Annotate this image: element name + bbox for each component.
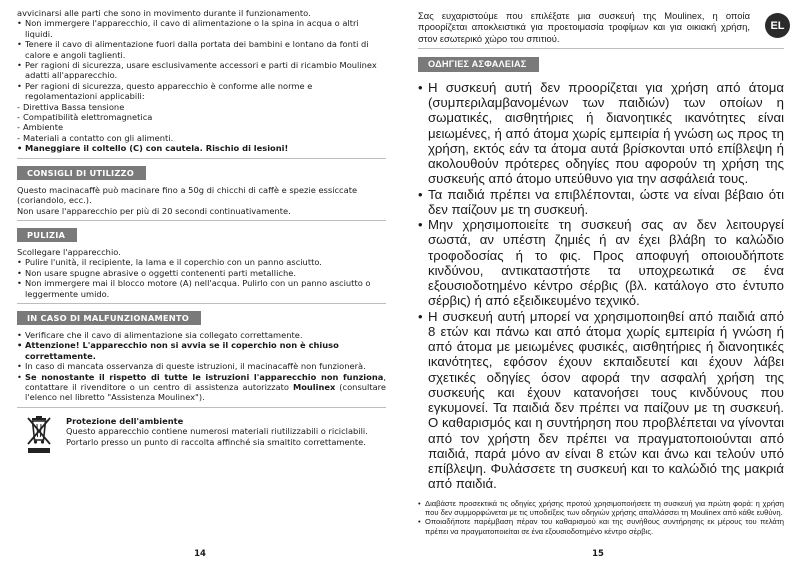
assistance-bullet [17,372,386,403]
use-text: Questo macinacaffè può macinare fino a 50g di chicchi di caffè e spezie essiccate (coriandolo, ecc.). [17,184,358,206]
assistance-bold: Se nonostante il rispetto di tutte le istruzioni l'apparecchio non funziona [25,371,384,382]
environment-block [17,416,386,458]
intro-paragraph: Σας ευχαριστούμε που επιλέξατε μια συσκευή της Moulinex, η οποία προορίζεται αποκλειστικά για προετοιμασία τροφίμων και για οικιακή χρήση, στον εσωτερικό χώρο του σπιτιού. [418,10,750,44]
section-divider [418,48,784,49]
safety-bullet: • Tenere il cavo di alimentazione fuori dalla portata dei bambini e lontano da fonti di calore e angoli taglienti. [17,39,386,60]
section-divider [17,407,386,408]
section-divider [17,220,386,221]
safety-instruction: • Μην χρησιμοποιείτε τη συσκευή σας αν δεν λειτουργεί σωστά, αν υπέστη ζημιές ή αν έχει βλάβη το καλώδιο τροφοδοσίας ή το φις. Προς αποφυγή οποιουδήποτε κινδύνου, αντικαταστήστε τα υποχρεωτικά σε ένα εξουσιοδοτημένο κέντρο σέρβις (βλ. κατάλογο στο έντυπο σέρβις) ή από εξειδικευμένο τεχνικό. [418,217,784,309]
fault-bullet: • Verificare che il cavo di alimentazione sia collegato correttamente. [17,330,386,340]
cleaning-bullet: • Non immergere mai il blocco motore (A) nell'acqua. Pulirlo con un panno asciutto o leggermente umido. [17,278,386,299]
section-title-fault: IN CASO DI MALFUNZIONAMENTO [17,311,201,325]
page-number: 14 [194,548,206,559]
section-divider [17,303,386,304]
norm-item: - Ambiente [17,122,386,132]
safety-instruction: • Η συσκευή αυτή δεν προορίζεται για χρήση από άτομα (συμπεριλαμβανομένων των παιδιών) των οποίων η σωματικές, αισθητήριες ή διανοητικές ικανότητες είναι μειωμένες, ή από άτομα χωρίς εμπειρία ή γνώση ως προς τη χρήση, εκτός εάν τα άτομα αυτά βρίσκονται υπό επίβλεψη ή ακολουθούν πρότερες οδηγίες που αφορούν τη χρήση της συσκευής από άτομο υπεύθυνο για την ασφάλειά τους. [418,80,784,187]
safety-bullet: • Non immergere l'apparecchio, il cavo di alimentazione o la spina in acqua o altri liquidi. [17,18,386,39]
environment-text-block [66,416,386,458]
fault-bullet: • Attenzione! L'apparecchio non si avvia se il coperchio non è chiuso correttamente. [17,340,386,361]
cleaning-bullet: • Pulire l'unità, il recipiente, la lama e il coperchio con un panno asciutto. [17,257,386,267]
brand-name: Moulinex [292,381,336,392]
assistance-text: (consultare l'elenco nel libretto "Assistenza Moulinex"). [25,381,386,403]
norm-item: - Direttiva Bassa tensione [17,102,386,112]
norms-list [17,102,386,144]
cleaning-intro: Scollegare l'apparecchio. [17,246,121,257]
safety-instruction: • Η συσκευή αυτή μπορεί να χρησιμοποιηθεί από παιδιά από 8 ετών και πάνω και από άτομα χωρίς εμπειρία ή γνώση ή από άτομα με μειωμένες φυσικές, αισθητήριες ή διανοητικές ικανότητες, εφόσον έχουν εκπαιδευτεί και έχουν λάβει σχετικές οδηγίες όσον αφορά την ασφαλή χρήση της συσκευής και έχουν κατανοήσει τους κινδύνους που εγκυμονεί. Τα παιδιά δεν πρέπει να παίζουν με τη συσκευή. Ο καθαρισμός και η συντήρηση που προβλέπεται να γίνονται από τον χρήστη δεν πρέπει να πραγματοποιούνται από παιδιά, παρά μόνο αν είναι 8 ετών και άνω και τελούν υπό επίβλεψη. Φυλάσσετε τη συσκευή και το καλώδιό της μακριά από παιδιά. [418,309,784,492]
section-title-use: CONSIGLI DI UTILIZZO [17,166,146,180]
additional-instruction: • Διαβάστε προσεκτικά τις οδηγίες χρήσης προτού χρησιμοποιήσετε τη συσκευή για πρώτη φορά: η χρήση που δεν συμμορφώνεται με τις υποδείξεις των οδηγιών χρήσης απαλλάσσει τη Moulinex από κάθε ευθύνη. [418,499,784,518]
use-text: Non usare l'apparecchio per più di 20 secondi continuativamente. [17,205,291,216]
safety-instructions-list [418,80,784,492]
fault-bullet: • In caso di mancata osservanza di queste istruzioni, il macinacaffè non funzionerà. [17,361,386,371]
norm-item: - Materiali a contatto con gli alimenti. [17,133,386,143]
intro-line: avvicinarsi alle parti che sono in movimento durante il funzionamento. [17,8,311,18]
section-title-cleaning: PULIZIA [17,228,77,242]
knife-warning: • Maneggiare il coltello (C) con cautela. Rischio di lesioni! [17,143,386,153]
cleaning-list [17,257,386,299]
safety-instruction: • Τα παιδιά πρέπει να επιβλέπονται, ώστε να είναι βέβαιο ότι δεν παίζουν με τη συσκευή. [418,187,784,218]
safety-bullet: • Per ragioni di sicurezza, usare esclusivamente accessori e parti di ricambio Moulinex adatti all'apparecchio. [17,60,386,81]
page-number: 15 [592,549,604,559]
fault-list [17,330,386,403]
environment-title: Protezione dell'ambiente [66,415,184,426]
language-badge: EL [765,13,790,38]
safety-bullet-list [17,18,386,101]
warning-list [17,143,386,153]
assistance-text: , contattare il rivenditore o un centro di assistenza autorizzato [25,371,386,392]
additional-instructions-list [418,499,784,536]
environment-text: Questo apparecchio contiene numerosi materiali riutilizzabili o riciclabili. Portarlo presso un punto di raccolta affinché sia smaltito correttamente. [66,426,368,447]
section-divider [17,158,386,159]
safety-bullet: • Per ragioni di sicurezza, questo apparecchio è conforme alle norme e regolamentazioni applicabili: [17,81,386,102]
section-title-safety: ΟΔΗΓΙΕΣ ΑΣΦΑΛΕΙΑΣ [418,57,539,72]
crossed-out-bin-icon [26,416,52,458]
right-page [400,0,800,567]
additional-instruction: • Οποιαδήποτε παρέμβαση πέραν του καθαρισμού και της συνήθους συντήρησης εκ μέρους του πελάτη πρέπει να πραγματοποιείται σε ένα εξουσιοδοτημένο κέντρο σέρβις. [418,517,784,536]
cleaning-bullet: • Non usare spugne abrasive o oggetti contenenti parti metalliche. [17,268,386,278]
norm-item: - Compatibilità elettromagnetica [17,112,386,122]
